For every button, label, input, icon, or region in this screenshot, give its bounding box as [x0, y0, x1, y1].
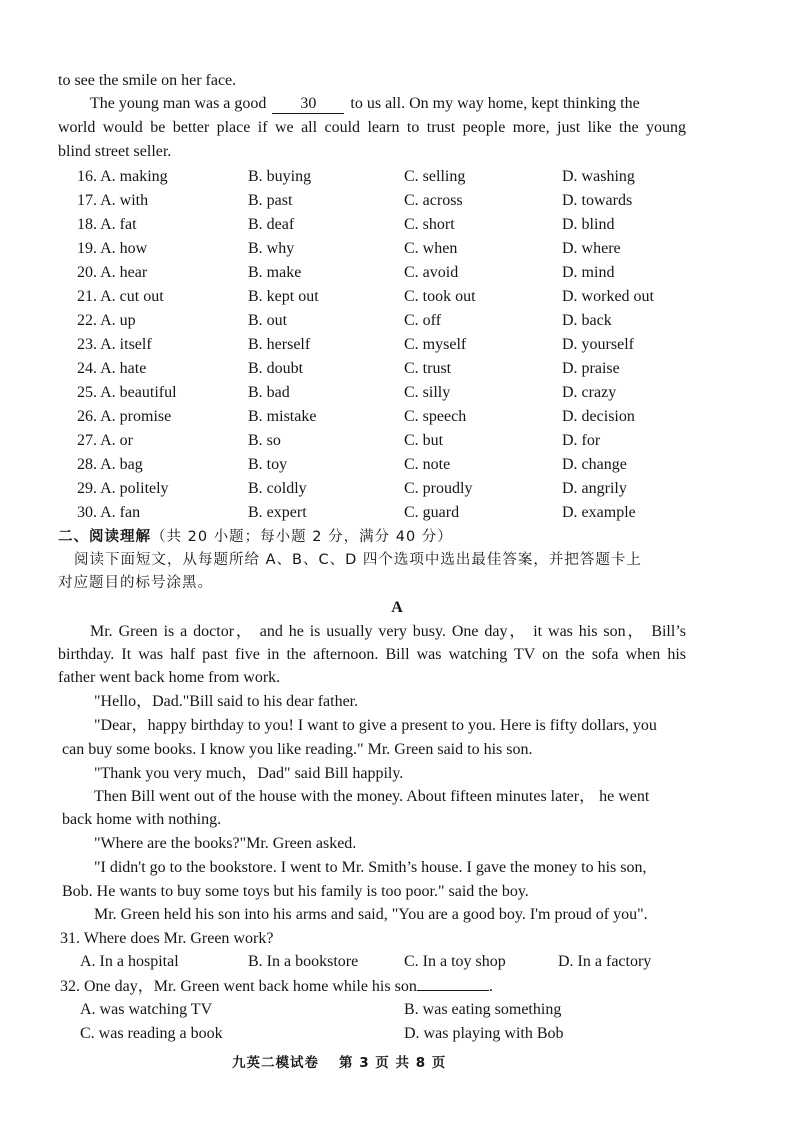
passage-line: "Thank you very much，Dad" said Bill happily.	[94, 765, 404, 782]
option-a: 20. A. hear	[77, 264, 148, 281]
option-d: D. where	[562, 240, 621, 257]
option-c: C. trust	[404, 360, 452, 377]
option-d: D. In a factory	[558, 953, 652, 970]
page-number: 第 3 页 共 8 页	[339, 1055, 447, 1071]
paragraph-30-line3: blind street seller.	[58, 143, 172, 160]
option-b: B. make	[248, 264, 302, 281]
option-row	[0, 382, 794, 404]
option-d: D. was playing with Bob	[404, 1025, 564, 1042]
option-row	[0, 190, 794, 212]
option-c: C. off	[404, 312, 442, 329]
option-row	[0, 334, 794, 356]
option-d: D. towards	[562, 192, 633, 209]
option-c: C. In a toy shop	[404, 953, 506, 970]
question-32-options-row1	[0, 999, 794, 1021]
option-b: B. kept out	[248, 288, 319, 305]
option-a: 17. A. with	[77, 192, 149, 209]
passage-line: Mr. Green held his son into his arms and said, "You are a good boy. I'm proud of you".	[94, 906, 648, 923]
option-d: D. back	[562, 312, 612, 329]
question-32-options-row2	[0, 1023, 794, 1045]
option-row	[0, 502, 794, 524]
passage-line: "Hello，Dad."Bill said to his dear father.	[94, 693, 359, 710]
option-row	[0, 478, 794, 500]
passage-line: birthday. It was half past five in the afternoon. Bill was watching TV on the sofa when his	[58, 646, 686, 663]
option-d: D. worked out	[562, 288, 654, 305]
option-row	[0, 358, 794, 380]
option-b: B. bad	[248, 384, 290, 401]
option-c: C. guard	[404, 504, 460, 521]
option-d: D. yourself	[562, 336, 634, 353]
paragraph-30-before: The young man was a good	[90, 95, 267, 112]
question-32-stem-end: .	[488, 978, 493, 995]
option-c: C. took out	[404, 288, 476, 305]
option-row	[0, 262, 794, 284]
section-2-title: 二、阅读理解	[58, 529, 151, 545]
page-footer	[232, 1053, 446, 1073]
passage-line: "Dear，happy birthday to you! I want to give a present to you. Here is fifty dollars, you	[94, 717, 657, 734]
section-2-instruction-line1: 阅读下面短文，从每题所给 A、B、C、D 四个选项中选出最佳答案，并把答题卡上	[74, 552, 642, 568]
option-c: C. silly	[404, 384, 451, 401]
paragraph-30-after: to us all. On my way home, kept thinking the	[350, 95, 640, 112]
question-31-options	[0, 951, 794, 973]
option-row	[0, 238, 794, 260]
blank-30: 30	[272, 95, 344, 114]
answer-blank	[417, 976, 489, 991]
passage-line: can buy some books. I know you like reading." Mr. Green said to his son.	[62, 741, 533, 758]
option-c: C. when	[404, 240, 458, 257]
option-b: B. In a bookstore	[248, 953, 359, 970]
option-c: C. myself	[404, 336, 467, 353]
exam-name: 九英二模试卷	[232, 1055, 319, 1071]
option-b: B. past	[248, 192, 293, 209]
option-a: A. was watching TV	[80, 1001, 213, 1018]
option-b: B. toy	[248, 456, 288, 473]
option-a: 28. A. bag	[77, 456, 143, 473]
option-b: B. coldly	[248, 480, 307, 497]
option-d: D. praise	[562, 360, 620, 377]
option-d: D. crazy	[562, 384, 617, 401]
option-b: B. buying	[248, 168, 312, 185]
option-a: 21. A. cut out	[77, 288, 164, 305]
option-b: B. was eating something	[404, 1001, 562, 1018]
option-row	[0, 286, 794, 308]
passage-intro-end: to see the smile on her face.	[58, 72, 237, 89]
passage-line: father went back home from work.	[58, 669, 281, 686]
option-a: 16. A. making	[77, 168, 168, 185]
passage-line: Bob. He wants to buy some toys but his family is too poor." said the boy.	[62, 883, 529, 900]
option-d: D. blind	[562, 216, 615, 233]
option-a: A. In a hospital	[80, 953, 179, 970]
option-a: 22. A. up	[77, 312, 136, 329]
option-row	[0, 454, 794, 476]
question-32-stem	[60, 976, 493, 997]
option-c: C. across	[404, 192, 463, 209]
option-d: D. example	[562, 504, 636, 521]
option-c: C. was reading a book	[80, 1025, 223, 1042]
option-c: C. note	[404, 456, 451, 473]
option-b: B. herself	[248, 336, 311, 353]
option-a: 23. A. itself	[77, 336, 152, 353]
option-d: D. decision	[562, 408, 635, 425]
option-b: B. deaf	[248, 216, 295, 233]
option-c: C. short	[404, 216, 455, 233]
paragraph-30-line1	[90, 94, 640, 114]
option-a: 27. A. or	[77, 432, 133, 449]
question-32-stem-text: 32. One day，Mr. Green went back home while his son	[60, 978, 417, 995]
passage-a-title: A	[391, 599, 403, 616]
section-2-heading	[58, 527, 453, 547]
option-c: C. but	[404, 432, 444, 449]
option-b: B. out	[248, 312, 288, 329]
option-b: B. expert	[248, 504, 307, 521]
passage-line: back home with nothing.	[62, 811, 222, 828]
option-row	[0, 430, 794, 452]
option-b: B. mistake	[248, 408, 317, 425]
option-b: B. why	[248, 240, 295, 257]
option-d: D. change	[562, 456, 627, 473]
option-a: 19. A. how	[77, 240, 148, 257]
option-c: C. speech	[404, 408, 467, 425]
option-d: D. mind	[562, 264, 615, 281]
question-31-stem: 31. Where does Mr. Green work?	[60, 930, 274, 947]
passage-line: Then Bill went out of the house with the money. About fifteen minutes later， he went	[94, 788, 650, 805]
option-row	[0, 310, 794, 332]
option-a: 25. A. beautiful	[77, 384, 177, 401]
section-2-score-note: （共 20 小题；每小题 2 分，满分 40 分）	[151, 529, 453, 545]
option-a: 24. A. hate	[77, 360, 147, 377]
option-b: B. so	[248, 432, 281, 449]
option-row	[0, 166, 794, 188]
option-c: C. proudly	[404, 480, 473, 497]
option-b: B. doubt	[248, 360, 304, 377]
option-a: 29. A. politely	[77, 480, 169, 497]
option-c: C. avoid	[404, 264, 459, 281]
option-row	[0, 406, 794, 428]
passage-line: "I didn't go to the bookstore. I went to Mr. Smith’s house. I gave the money to his son,	[94, 859, 647, 876]
option-d: D. for	[562, 432, 601, 449]
option-row	[0, 214, 794, 236]
option-a: 30. A. fan	[77, 504, 141, 521]
option-a: 18. A. fat	[77, 216, 137, 233]
section-2-instruction-line2: 对应题目的标号涂黑。	[58, 575, 213, 591]
option-d: D. washing	[562, 168, 635, 185]
passage-line: "Where are the books?"Mr. Green asked.	[94, 835, 357, 852]
option-a: 26. A. promise	[77, 408, 172, 425]
option-c: C. selling	[404, 168, 466, 185]
passage-line: Mr. Green is a doctor， and he is usually very busy. One day， it was his son， Bill’s	[90, 623, 686, 640]
paragraph-30-line2: world would be better place if we all could learn to trust people more, just like the young	[58, 119, 686, 136]
option-d: D. angrily	[562, 480, 627, 497]
